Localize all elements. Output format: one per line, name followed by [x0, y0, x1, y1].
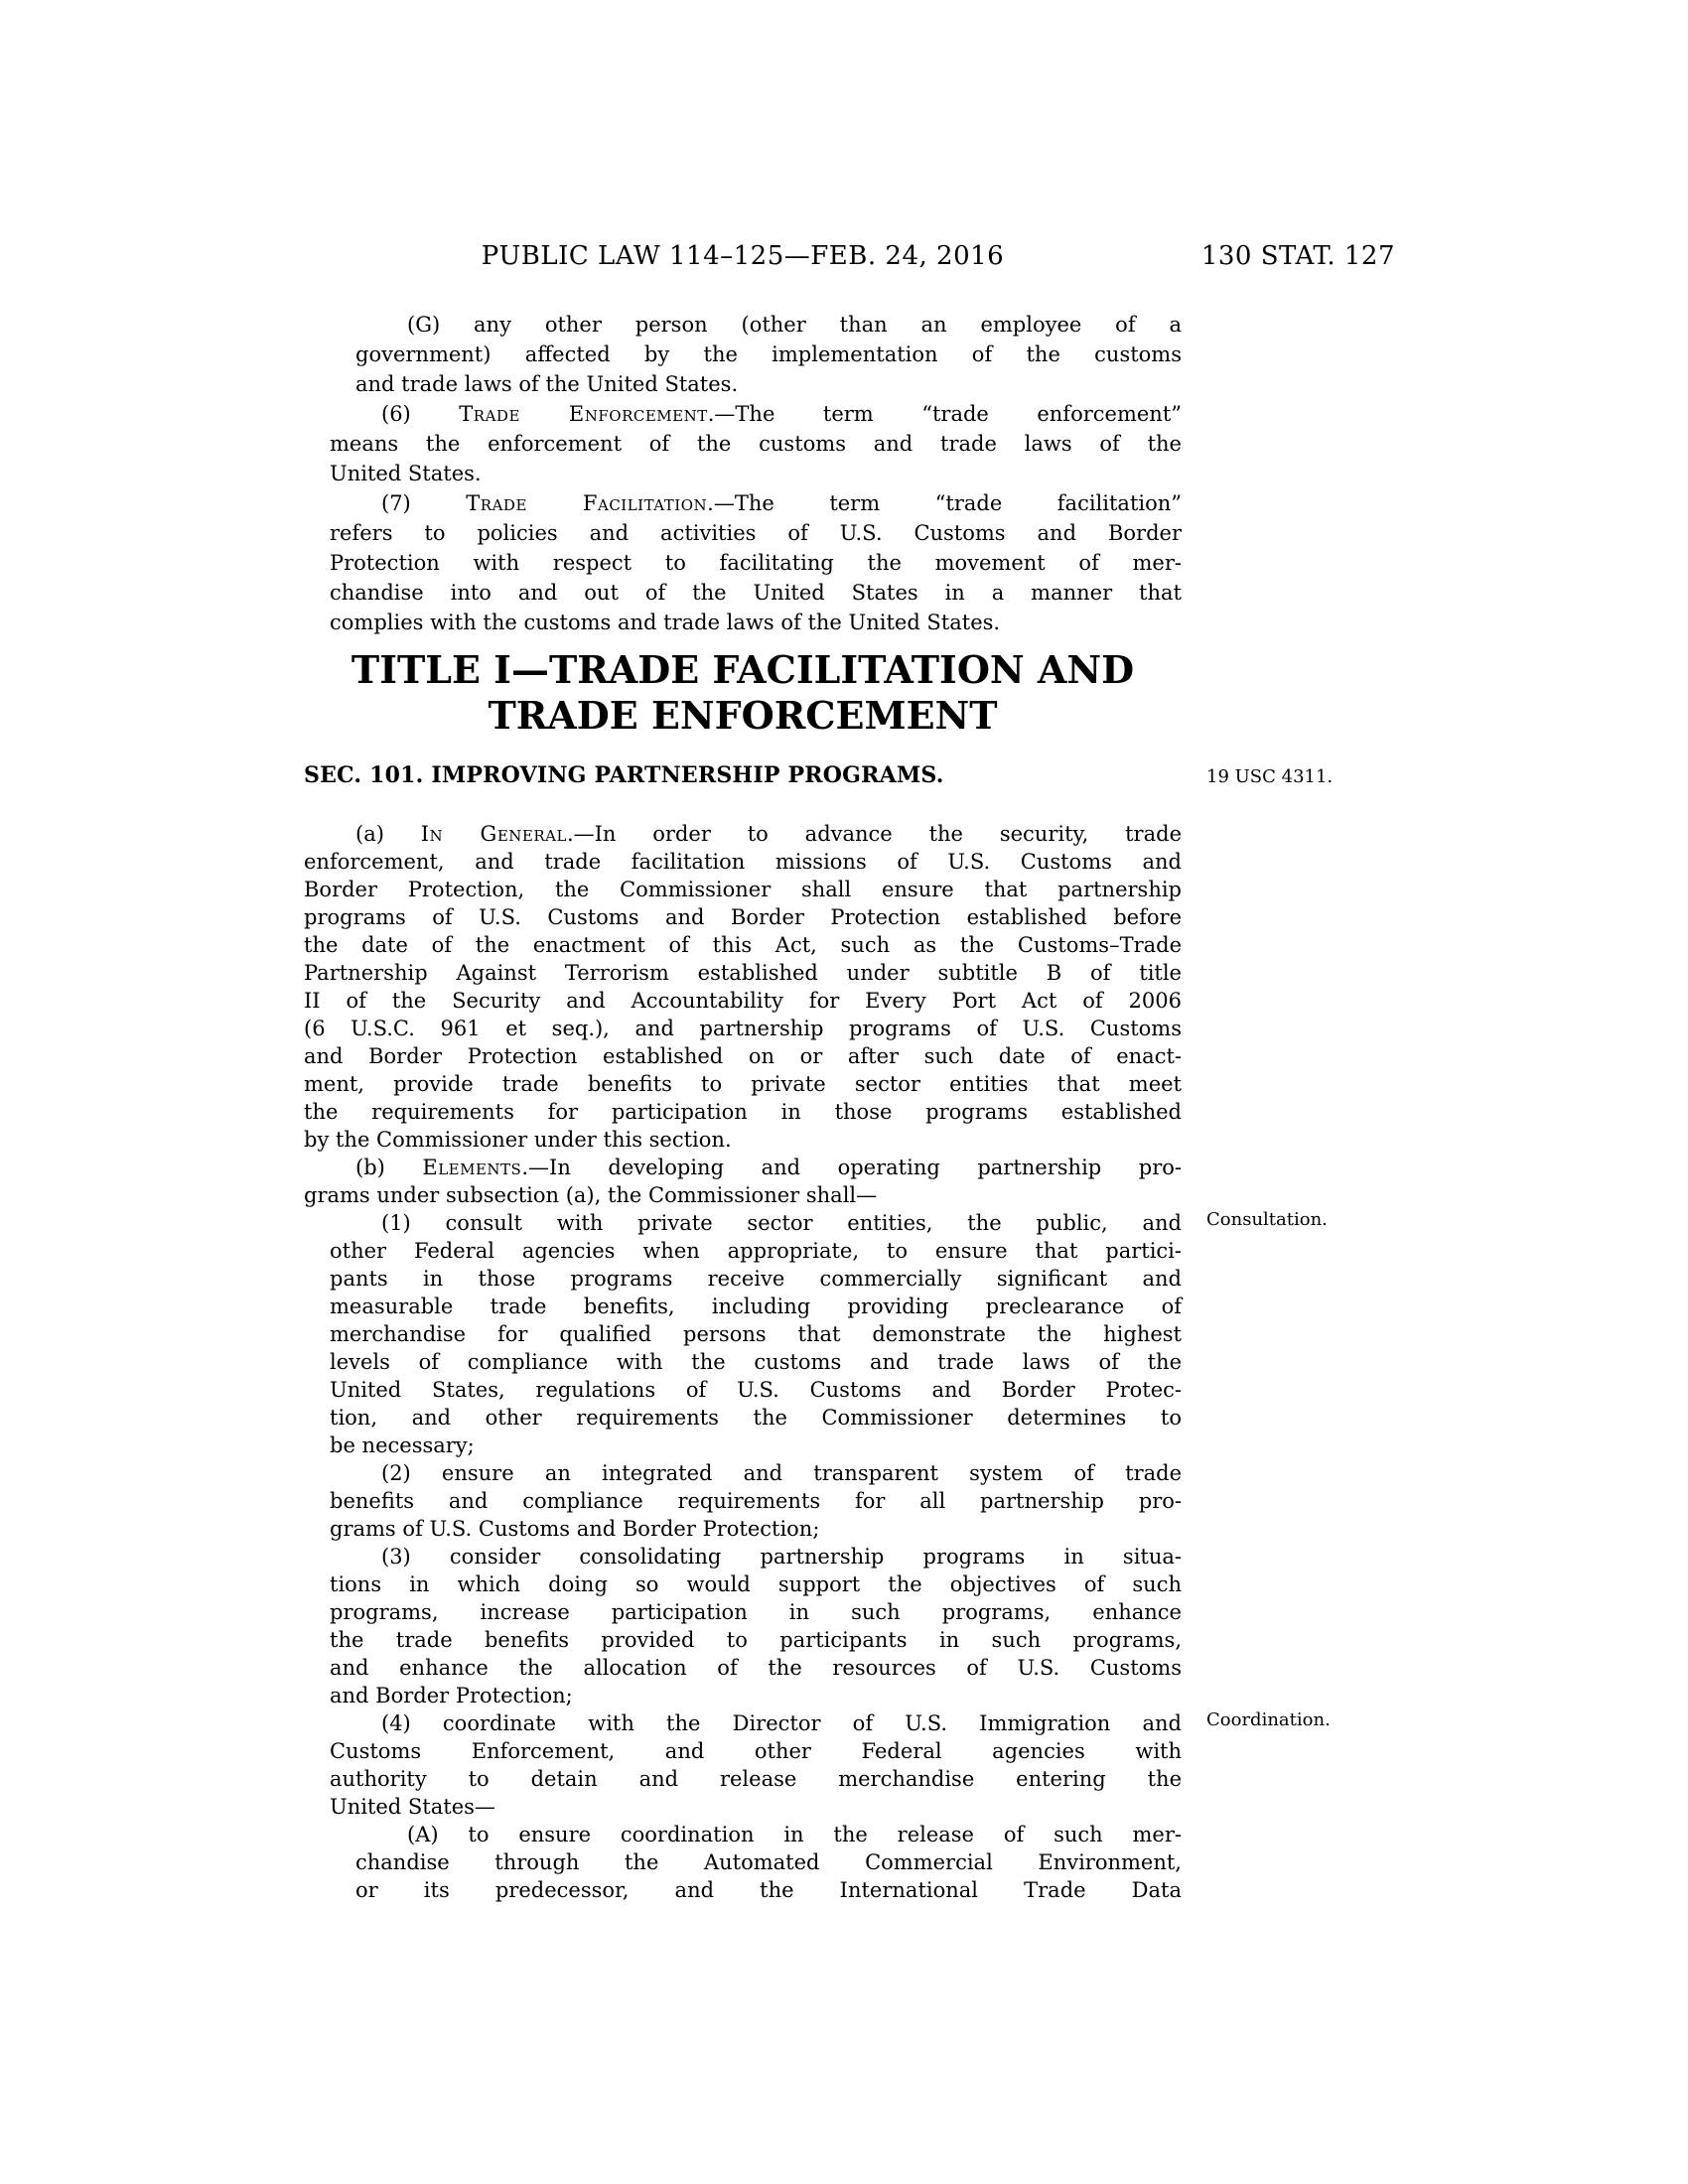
statute-line: (3) consider consolidating partnership programs in situa-	[381, 1545, 1182, 1569]
title-line-2: TRADE ENFORCEMENT	[488, 693, 998, 738]
statute-line: and trade laws of the United States.	[355, 372, 739, 396]
statute-line: (6 U.S.C. 961 et seq.), and partnership programs of U.S. Customs	[304, 1017, 1182, 1040]
statute-line: programs, increase participation in such programs, enhance	[330, 1600, 1182, 1624]
statute-line: levels of compliance with the customs and trade laws of the	[330, 1350, 1182, 1374]
section-heading: SEC. 101. IMPROVING PARTNERSHIP PROGRAMS.	[304, 762, 944, 788]
statute-line: refers to policies and activities of U.S. Customs and Border	[330, 521, 1182, 545]
margin-note-coordination: Coordination.	[1206, 1709, 1331, 1730]
statute-line: United States.	[330, 462, 482, 485]
statute-line: the date of the enactment of this Act, such as the Customs–Trade	[304, 933, 1182, 957]
statute-paragraph	[304, 1543, 1182, 1709]
statute-line: II of the Security and Accountability for Every Port Act of 2006	[304, 989, 1182, 1013]
statute-paragraph	[304, 399, 1182, 488]
statute-paragraph	[304, 1154, 1182, 1209]
statute-line: United States—	[330, 1795, 495, 1819]
running-head-stat-number: 130 STAT. 127	[1200, 241, 1395, 271]
statute-line: (2) ensure an integrated and transparent system of trade	[381, 1461, 1182, 1485]
statute-paragraph	[304, 310, 1182, 399]
statute-line: Customs Enforcement, and other Federal agencies with	[330, 1739, 1182, 1763]
statute-line: tions in which doing so would support the objectives of such	[330, 1572, 1182, 1596]
statute-line: merchandise for qualified persons that demonstrate the highest	[330, 1322, 1182, 1346]
statute-paragraph	[304, 820, 1182, 1154]
running-head-law: PUBLIC LAW 114–125—FEB. 24, 2016	[481, 241, 1005, 271]
running-head	[304, 241, 1395, 275]
statute-line: tion, and other requirements the Commissioner determines to	[330, 1406, 1182, 1430]
statute-line: government) affected by the implementation of the customs	[355, 342, 1182, 366]
statute-line: Protection with respect to facilitating the movement of mer-	[330, 551, 1182, 575]
statute-paragraph	[304, 488, 1182, 637]
title-line-1: TITLE I—TRADE FACILITATION AND	[351, 647, 1135, 692]
statute-line: and Border Protection;	[330, 1684, 573, 1707]
statute-line: (A) to ensure coordination in the release of such mer-	[407, 1823, 1182, 1846]
statute-paragraph	[304, 1209, 1182, 1459]
statute-line: (6) Trade Enforcement.—The term “trade enforcement”	[381, 402, 1182, 426]
margin-note-usc-citation: 19 USC 4311.	[1206, 766, 1334, 787]
statute-paragraph	[304, 1459, 1182, 1543]
margin-note-consultation: Consultation.	[1206, 1209, 1328, 1230]
statute-paragraph	[304, 1821, 1182, 1904]
statute-line: chandise through the Automated Commercial Environment,	[355, 1850, 1182, 1874]
statute-line: authority to detain and release merchandise entering the	[330, 1767, 1182, 1791]
statute-line: and Border Protection established on or after such date of enact-	[304, 1044, 1182, 1068]
statute-line: (1) consult with private sector entities, the public, and	[381, 1211, 1182, 1235]
statute-line: (b) Elements.—In developing and operating partnership pro-	[355, 1156, 1182, 1179]
statute-line: the requirements for participation in those programs established	[304, 1100, 1182, 1124]
statute-line: ment, provide trade benefits to private sector entities that meet	[304, 1072, 1182, 1096]
statute-line: grams of U.S. Customs and Border Protection;	[330, 1517, 820, 1541]
statute-line: chandise into and out of the United States in a manner that	[330, 581, 1182, 605]
title-heading	[304, 647, 1182, 739]
statute-line: grams under subsection (a), the Commissioner shall—	[304, 1183, 878, 1207]
statute-line: or its predecessor, and the International Trade Data	[355, 1878, 1182, 1902]
statute-line: (7) Trade Facilitation.—The term “trade facilitation”	[381, 491, 1183, 515]
statute-line: Partnership Against Terrorism established under subtitle B of title	[304, 961, 1182, 985]
statute-line: means the enforcement of the customs and trade laws of the	[330, 432, 1182, 456]
statute-line: enforcement, and trade facilitation missions of U.S. Customs and	[304, 850, 1182, 874]
statute-line: be necessary;	[330, 1433, 475, 1457]
statute-line: (G) any other person (other than an employee of a	[407, 313, 1182, 337]
statute-line: pants in those programs receive commercially significant and	[330, 1267, 1182, 1291]
statute-line: programs of U.S. Customs and Border Protection established before	[304, 905, 1182, 929]
statute-line: and enhance the allocation of the resources of U.S. Customs	[330, 1656, 1182, 1680]
statute-line: benefits and compliance requirements for all partnership pro-	[330, 1489, 1182, 1513]
statute-line: (a) In General.—In order to advance the security, trade	[355, 822, 1182, 846]
statute-line: complies with the customs and trade laws of the United States.	[330, 611, 1001, 634]
statute-line: the trade benefits provided to participants in such programs,	[330, 1628, 1182, 1652]
statute-line: United States, regulations of U.S. Customs and Border Protec-	[330, 1378, 1182, 1402]
statute-line: other Federal agencies when appropriate, to ensure that partici-	[330, 1239, 1182, 1263]
pre-title-paragraphs	[304, 310, 1182, 637]
statute-paragraph	[304, 1709, 1182, 1821]
statute-line: measurable trade benefits, including providing preclearance of	[330, 1295, 1182, 1318]
statute-line: by the Commissioner under this section.	[304, 1128, 732, 1152]
statute-line: Border Protection, the Commissioner shall ensure that partnership	[304, 878, 1182, 901]
section-body-paragraphs	[304, 820, 1182, 1904]
statute-line: (4) coordinate with the Director of U.S. Immigration and	[381, 1711, 1182, 1735]
